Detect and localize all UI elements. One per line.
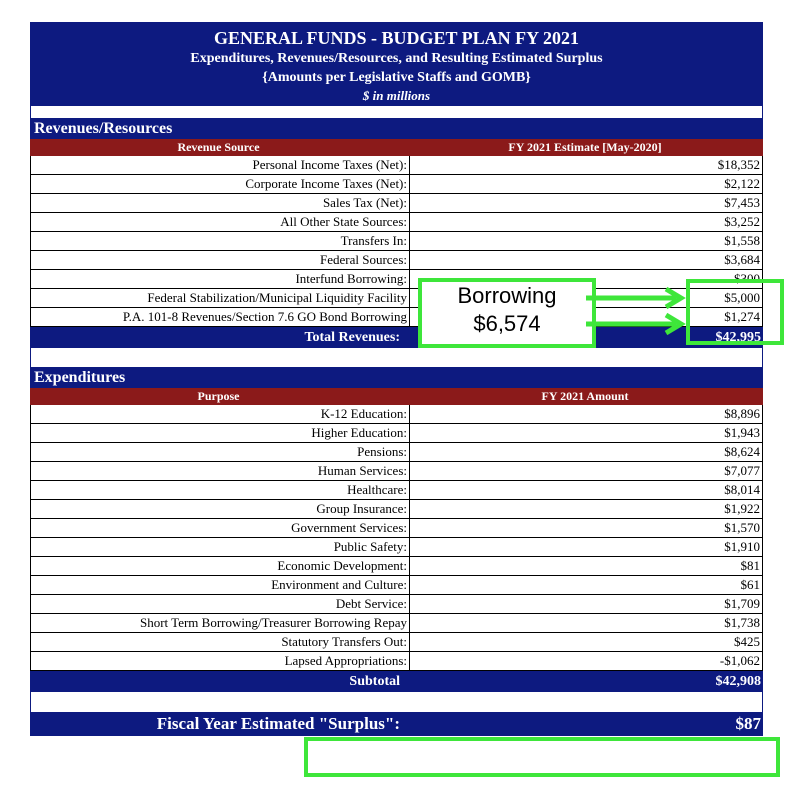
arrow-right-icon [586, 315, 681, 333]
header-gap [30, 106, 763, 118]
row-label: Economic Development: [30, 557, 410, 575]
surplus-value: $87 [735, 714, 761, 733]
row-value: $1,570 [410, 519, 763, 537]
row-value: $8,624 [410, 443, 763, 461]
row-value: $1,738 [410, 614, 763, 632]
surplus-row [30, 712, 763, 736]
row-label: K-12 Education: [30, 405, 410, 423]
table-row [30, 557, 763, 576]
row-value: $3,684 [410, 251, 763, 269]
row-label: P.A. 101-8 Revenues/Section 7.6 GO Bond Borrowing [30, 308, 410, 326]
row-label: Group Insurance: [30, 500, 410, 518]
document-subtitle: Expenditures, Revenues/Resources, and Resulting Estimated Surplus [190, 51, 603, 66]
row-label: Healthcare: [30, 481, 410, 499]
document-title: GENERAL FUNDS - BUDGET PLAN FY 2021 [213, 28, 580, 48]
expenditures-table [30, 405, 763, 671]
row-value: $2,122 [410, 175, 763, 193]
expenditures-section-title: Expenditures [30, 367, 763, 388]
total-revenues-value: $42,995 [715, 330, 761, 345]
table-row [30, 194, 763, 213]
row-value: $8,896 [410, 405, 763, 423]
table-row [30, 538, 763, 557]
row-value: -$1,062 [410, 652, 763, 670]
row-label: Statutory Transfers Out: [30, 633, 410, 651]
row-label: Federal Stabilization/Municipal Liquidity Facility [30, 289, 410, 307]
amount-column: FY 2021 Amount [541, 389, 629, 403]
table-row [30, 251, 763, 270]
subtotal-row [30, 671, 763, 692]
row-value: $1,922 [410, 500, 763, 518]
row-value: $5,000 [410, 289, 763, 307]
document-units: $ in millions [362, 88, 431, 103]
section-spacer [30, 348, 763, 367]
borrowing-callout [418, 278, 596, 348]
row-value: $425 [410, 633, 763, 651]
expenditures-column-header [30, 388, 763, 405]
row-label: Public Safety: [30, 538, 410, 556]
table-row [30, 232, 763, 251]
row-label: Corporate Income Taxes (Net): [30, 175, 410, 193]
revenue-source-column: Revenue Source [177, 140, 260, 154]
row-label: Sales Tax (Net): [30, 194, 410, 212]
row-label: Transfers In: [30, 232, 410, 250]
table-row [30, 519, 763, 538]
table-row [30, 156, 763, 175]
row-label: Interfund Borrowing: [30, 270, 410, 288]
surplus-highlight [304, 737, 780, 777]
row-value: $81 [410, 557, 763, 575]
budget-document [30, 22, 763, 736]
subtotal-value: $42,908 [715, 674, 761, 689]
table-row [30, 443, 763, 462]
arrow-right-icon [586, 289, 681, 307]
table-row [30, 633, 763, 652]
row-value: $1,274 [410, 308, 763, 326]
total-revenues-label: Total Revenues: [304, 330, 400, 345]
table-row [30, 462, 763, 481]
borrowing-values-highlight [686, 279, 784, 345]
row-label: Lapsed Appropriations: [30, 652, 410, 670]
row-label: Federal Sources: [30, 251, 410, 269]
row-label: Pensions: [30, 443, 410, 461]
row-label: Short Term Borrowing/Treasurer Borrowing Repay [30, 614, 410, 632]
revenues-section-title: Revenues/Resources [30, 118, 763, 139]
row-value: $1,910 [410, 538, 763, 556]
row-value: $18,352 [410, 156, 763, 174]
row-label: Human Services: [30, 462, 410, 480]
table-row [30, 213, 763, 232]
borrowing-callout-line2: $6,574 [473, 311, 541, 336]
document-header [30, 22, 763, 106]
table-row [30, 652, 763, 671]
table-row [30, 614, 763, 633]
subtotal-label: Subtotal [349, 674, 400, 689]
table-row [30, 175, 763, 194]
row-label: Higher Education: [30, 424, 410, 442]
purpose-column: Purpose [197, 389, 240, 403]
revenue-estimate-column: FY 2021 Estimate [May-2020] [508, 140, 662, 154]
surplus-label: Fiscal Year Estimated "Surplus": [156, 714, 400, 733]
row-value: $1,709 [410, 595, 763, 613]
row-label: Environment and Culture: [30, 576, 410, 594]
row-value: $8,014 [410, 481, 763, 499]
table-row [30, 481, 763, 500]
section-spacer [30, 692, 763, 712]
table-row [30, 595, 763, 614]
row-label: Personal Income Taxes (Net): [30, 156, 410, 174]
row-value: $3,252 [410, 213, 763, 231]
table-row [30, 405, 763, 424]
row-value: $7,077 [410, 462, 763, 480]
revenues-column-header [30, 139, 763, 156]
row-value: $300 [410, 270, 763, 288]
row-value: $61 [410, 576, 763, 594]
row-value: $1,558 [410, 232, 763, 250]
row-label: Debt Service: [30, 595, 410, 613]
row-label: All Other State Sources: [30, 213, 410, 231]
row-value: $1,943 [410, 424, 763, 442]
document-source-note: {Amounts per Legislative Staffs and GOMB} [262, 70, 531, 85]
row-label: Government Services: [30, 519, 410, 537]
table-row [30, 500, 763, 519]
table-row [30, 576, 763, 595]
table-row [30, 424, 763, 443]
borrowing-callout-line1: Borrowing [457, 283, 557, 308]
row-value: $7,453 [410, 194, 763, 212]
